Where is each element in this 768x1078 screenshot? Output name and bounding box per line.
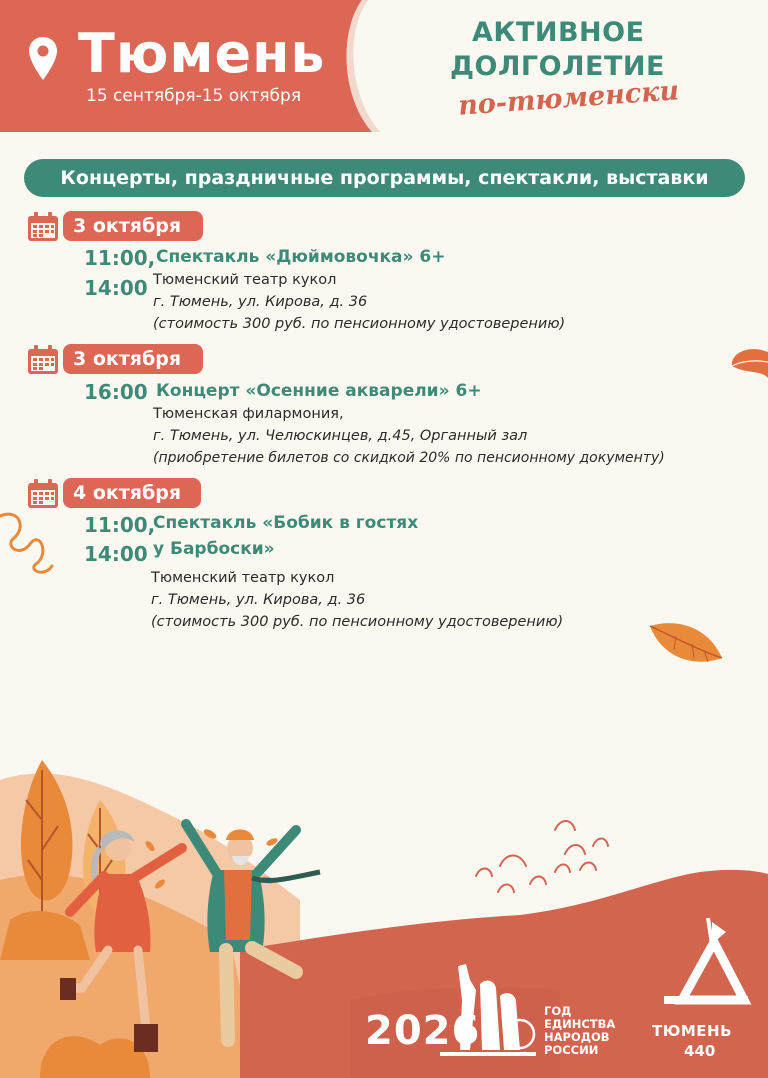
event-note: (приобретение билетов со скидкой 20% по пенсионному документу) bbox=[153, 450, 665, 466]
event-venue: Тюменская филармония, bbox=[153, 406, 344, 422]
event-address: г. Тюмень, ул. Кирова, д. 36 bbox=[151, 592, 366, 608]
event-title: Спектакль «Дюймовочка» 6+ bbox=[156, 247, 446, 267]
event-title: у Барбоски» bbox=[153, 539, 275, 559]
city-logo-name: ТЮМЕНЬ bbox=[652, 1022, 732, 1040]
event-time: 14:00 bbox=[84, 276, 148, 300]
festival-dates: 15 сентября-15 октября bbox=[86, 86, 302, 106]
event-title: Спектакль «Бобик в гостях bbox=[153, 513, 419, 533]
event-note: (стоимость 300 руб. по пенсионному удостоверению) bbox=[151, 614, 564, 630]
event-venue: Тюменский театр кукол bbox=[153, 272, 337, 288]
brand-line-3: по-тюменски bbox=[457, 75, 681, 122]
brand-line-1: АКТИВНОЕ bbox=[472, 17, 645, 48]
event-time: 11:00, bbox=[84, 513, 156, 537]
event-note: (стоимость 300 руб. по пенсионному удостоверению) bbox=[153, 316, 566, 332]
year-badge: 2026 bbox=[365, 1008, 481, 1054]
city-logo-number: 440 bbox=[684, 1042, 716, 1060]
event-date: 3 октября bbox=[63, 344, 203, 374]
event-time: 11:00, bbox=[84, 246, 156, 270]
section-title: Концерты, праздничные программы, спектакли, выставки bbox=[24, 159, 745, 197]
brand-line-2: ДОЛГОЛЕТИЕ bbox=[450, 51, 665, 82]
unity-year-caption: ГОД ЕДИНСТВА НАРОДОВ РОССИИ bbox=[544, 1004, 616, 1057]
city-title: Тюмень bbox=[78, 22, 326, 85]
event-time: 14:00 bbox=[84, 542, 148, 566]
event-title: Концерт «Осенние акварели» 6+ bbox=[156, 381, 482, 401]
event-address: г. Тюмень, ул. Кирова, д. 36 bbox=[153, 294, 368, 310]
event-date: 3 октября bbox=[63, 211, 203, 241]
event-date: 4 октября bbox=[63, 478, 201, 508]
event-address: г. Тюмень, ул. Челюскинцев, д.45, Органный зал bbox=[153, 428, 528, 444]
event-time: 16:00 bbox=[84, 380, 148, 404]
event-venue: Тюменский театр кукол bbox=[151, 570, 335, 586]
